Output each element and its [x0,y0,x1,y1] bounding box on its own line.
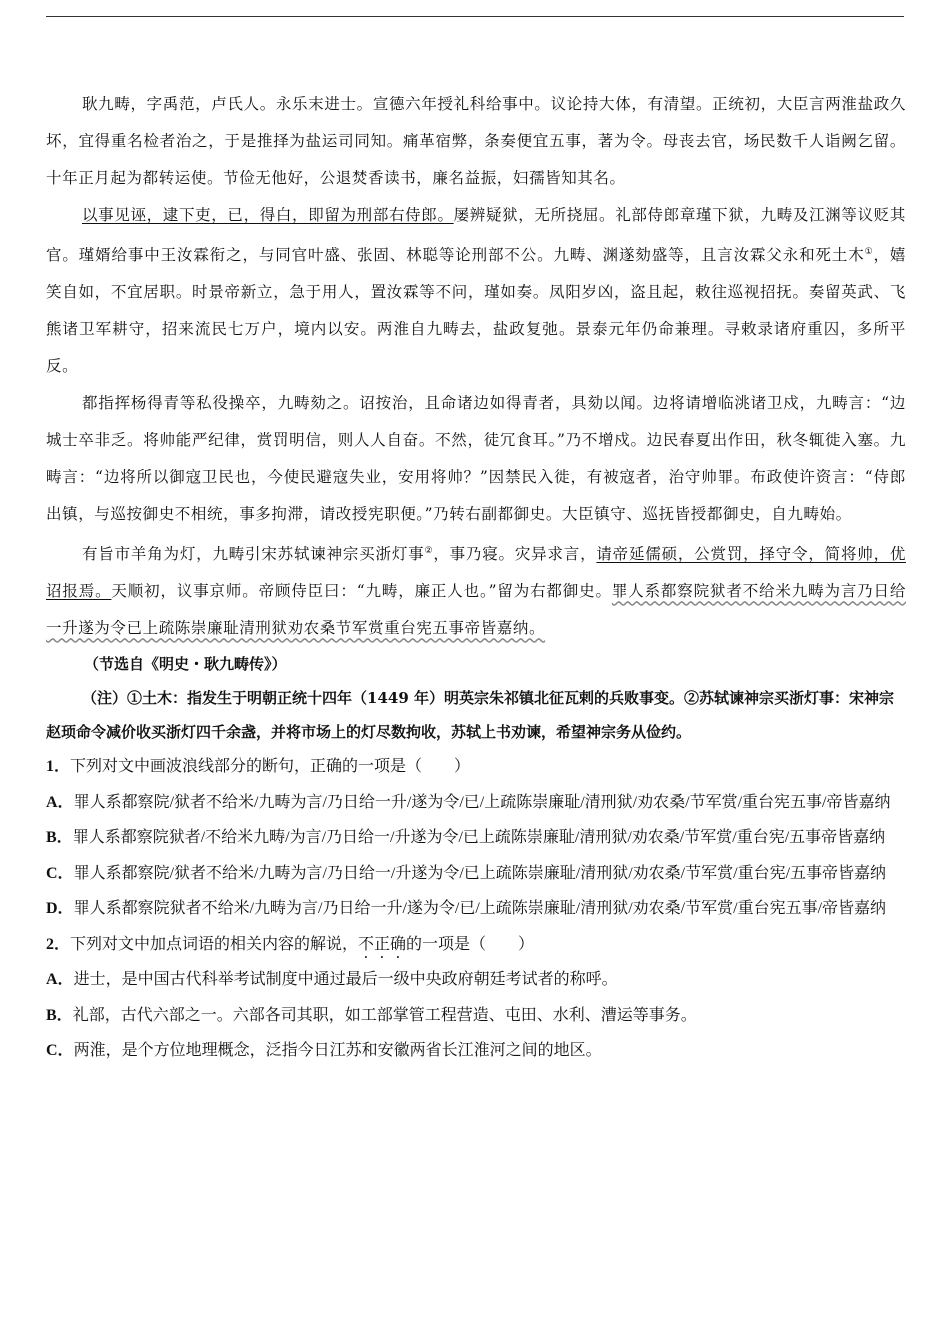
question-2-stem [46,927,906,963]
question-2-number: 2． [46,935,71,953]
footnotes: （注）①土木：指发生于明朝正统十四年（1449 年）明英宗朱祁镇北征瓦剌的兵败事变。②苏轼谏神宗买浙灯事：宋神宗赵顼命令减价收买浙灯四千余盏，并将市场上的灯尽数拘收，苏轼上书劝谏，希望神宗务从俭约。 [46,689,894,742]
question-1-text: 下列对文中画波浪线部分的断句，正确的一项是（ ） [70,758,471,776]
option-label: B． [46,1006,73,1024]
header-rule [46,16,904,17]
question-1-option-d [46,891,906,927]
option-label: D． [46,900,74,918]
option-label: A． [46,793,74,811]
paragraph-4-text-b: ，事乃寝。灾异求言， [433,545,597,564]
wavy-underlined-passage: 罪人系都察院狱者不给米九畴为言乃日给一升遂为令已上疏陈崇廉耻清刑狱劝农桑节军赏重台宪五事帝皆嘉纳。 [46,582,906,638]
question-2-option-c [46,1033,906,1069]
option-text: 罪人系都察院狱者不给米/九畴为言/乃日给一升/遂为令/已/上疏陈崇廉耻/清刑狱/劝农桑/节军赏/重台宪五事/帝皆嘉纳 [73,900,887,918]
question-1-option-c [46,856,906,892]
option-label: C． [46,1042,74,1060]
option-label: A． [46,971,74,989]
underlined-sentence-2: 请帝延儒硕，公赏罚，择守令，简将帅，优诏报焉。 [46,545,906,601]
option-text: 罪人系都察院/狱者不给米/九畴为言/乃日给一/升遂为令/已上疏陈崇廉耻/清刑狱/劝农桑/节军赏/重台宪/五事帝皆嘉纳 [73,864,887,882]
question-2-text-b: 的一项是（ ） [406,935,535,953]
paragraph-4-text-c: 天顺初，议事京师。帝顾侍臣曰：“九畴，廉正人也。”留为右都御史。 [111,582,612,601]
question-1-option-b [46,820,906,856]
passage-paragraph-4 [46,533,906,647]
question-2-option-a [46,962,906,998]
paragraph-2-text-cont: ，嬉笑自如，不宜居职。时景帝新立，急于用人，置汝霖等不问，瑾如奏。凤阳岁凶，盗且起，敕往巡视招抚。奏留英武、飞熊诸卫军耕守，招来流民七万户，境内以安。两淮自九畴去，盐政复弛。景泰元年仍命兼理。寻敕录诸府重囚，多所平反。 [46,246,907,376]
paragraph-4-text-a: 有旨市羊角为灯，九畴引宋苏轼谏神宗买浙灯事 [82,545,425,564]
option-text: 两淮，是个方位地理概念，泛指今日江苏和安徽两省长江淮河之间的地区。 [73,1042,602,1060]
question-2-option-b [46,998,906,1034]
option-text: 罪人系都察院狱者/不给米九畴/为言/乃日给一/升遂为令/已上疏陈崇廉耻/清刑狱/劝农桑/节军赏/重台宪/五事帝皆嘉纳 [72,829,886,847]
option-text: 礼部，古代六部之一。六部各司其职，如工部掌管工程营造、屯田、水利、漕运等事务。 [72,1006,697,1024]
question-2-emphasis: 不正确 [358,935,407,953]
option-label: C． [46,864,74,882]
question-1-stem [46,749,906,785]
source-citation: （节选自《明史・耿九畴传》） [84,655,287,674]
paragraph-2-text: 屡辨疑狱，无所挠屈。礼部侍郎章瑾下狱，九畴及江渊等议贬其官。瑾婿给事中王汝霖衔之，与同官叶盛、张固、林聪等论刑部不公。九畴、渊遂劾盛等，且言汝霖父永和死土木 [46,206,906,265]
option-label: B． [46,829,73,847]
passage-paragraph-3: 都指挥杨得青等私役操卒，九畴劾之。诏按治，且命诸边如得青者，具劾以闻。边将请增临洮诸卫戍，九畴言：“边城士卒非乏。将帅能严纪律，赏罚明信，则人人自奋。不然，徒冗食耳。”乃不增戍。边民春夏出作田，秋冬辄徙入塞。九畴言：“边将所以御寇卫民也，今使民避寇失业，安用将帅？”因禁民入徙，有被寇者，治守帅罪。布政使许资言：“侍郎出镇，与巡按御史不相统，事多拘滞，请改授宪职便。”乃转右副都御史。大臣镇守、巡抚皆授都御史，自九畴始。 [46,394,906,524]
question-1-number: 1． [46,758,71,776]
passage-paragraph-2 [46,197,906,385]
underlined-sentence-1: 以事见诬，逮下吏，已，得白，即留为刑部右侍郎。 [82,206,454,224]
option-text: 罪人系都察院/狱者不给米/九畴为言/乃日给一升/遂为令/已/上疏陈崇廉耻/清刑狱/劝农桑/节军赏/重台宪五事/帝皆嘉纳 [73,793,891,811]
footnote-marker-1: ① [864,247,874,257]
option-text: 进士，是中国古代科举考试制度中通过最后一级中央政府朝廷考试者的称呼。 [73,971,618,989]
question-1-option-a [46,785,906,821]
passage-paragraph-1: 耿九畴，字禹范，卢氏人。永乐末进士。宣德六年授礼科给事中。议论持大体，有清望。正统初，大臣言两淮盐政久坏，宜得重名检者治之，于是推择为盐运司同知。痛革宿弊，条奏便宜五事，著为令。母丧去官，场民数千人诣阙乞留。十年正月起为都转运使。节俭无他好，公退焚香读书，廉名益振，妇孺皆知其名。 [46,95,906,187]
footnote-marker-2: ② [424,546,434,557]
document-body [46,86,906,1069]
question-2-text-a: 下列对文中加点词语的相关内容的解说， [70,935,359,953]
